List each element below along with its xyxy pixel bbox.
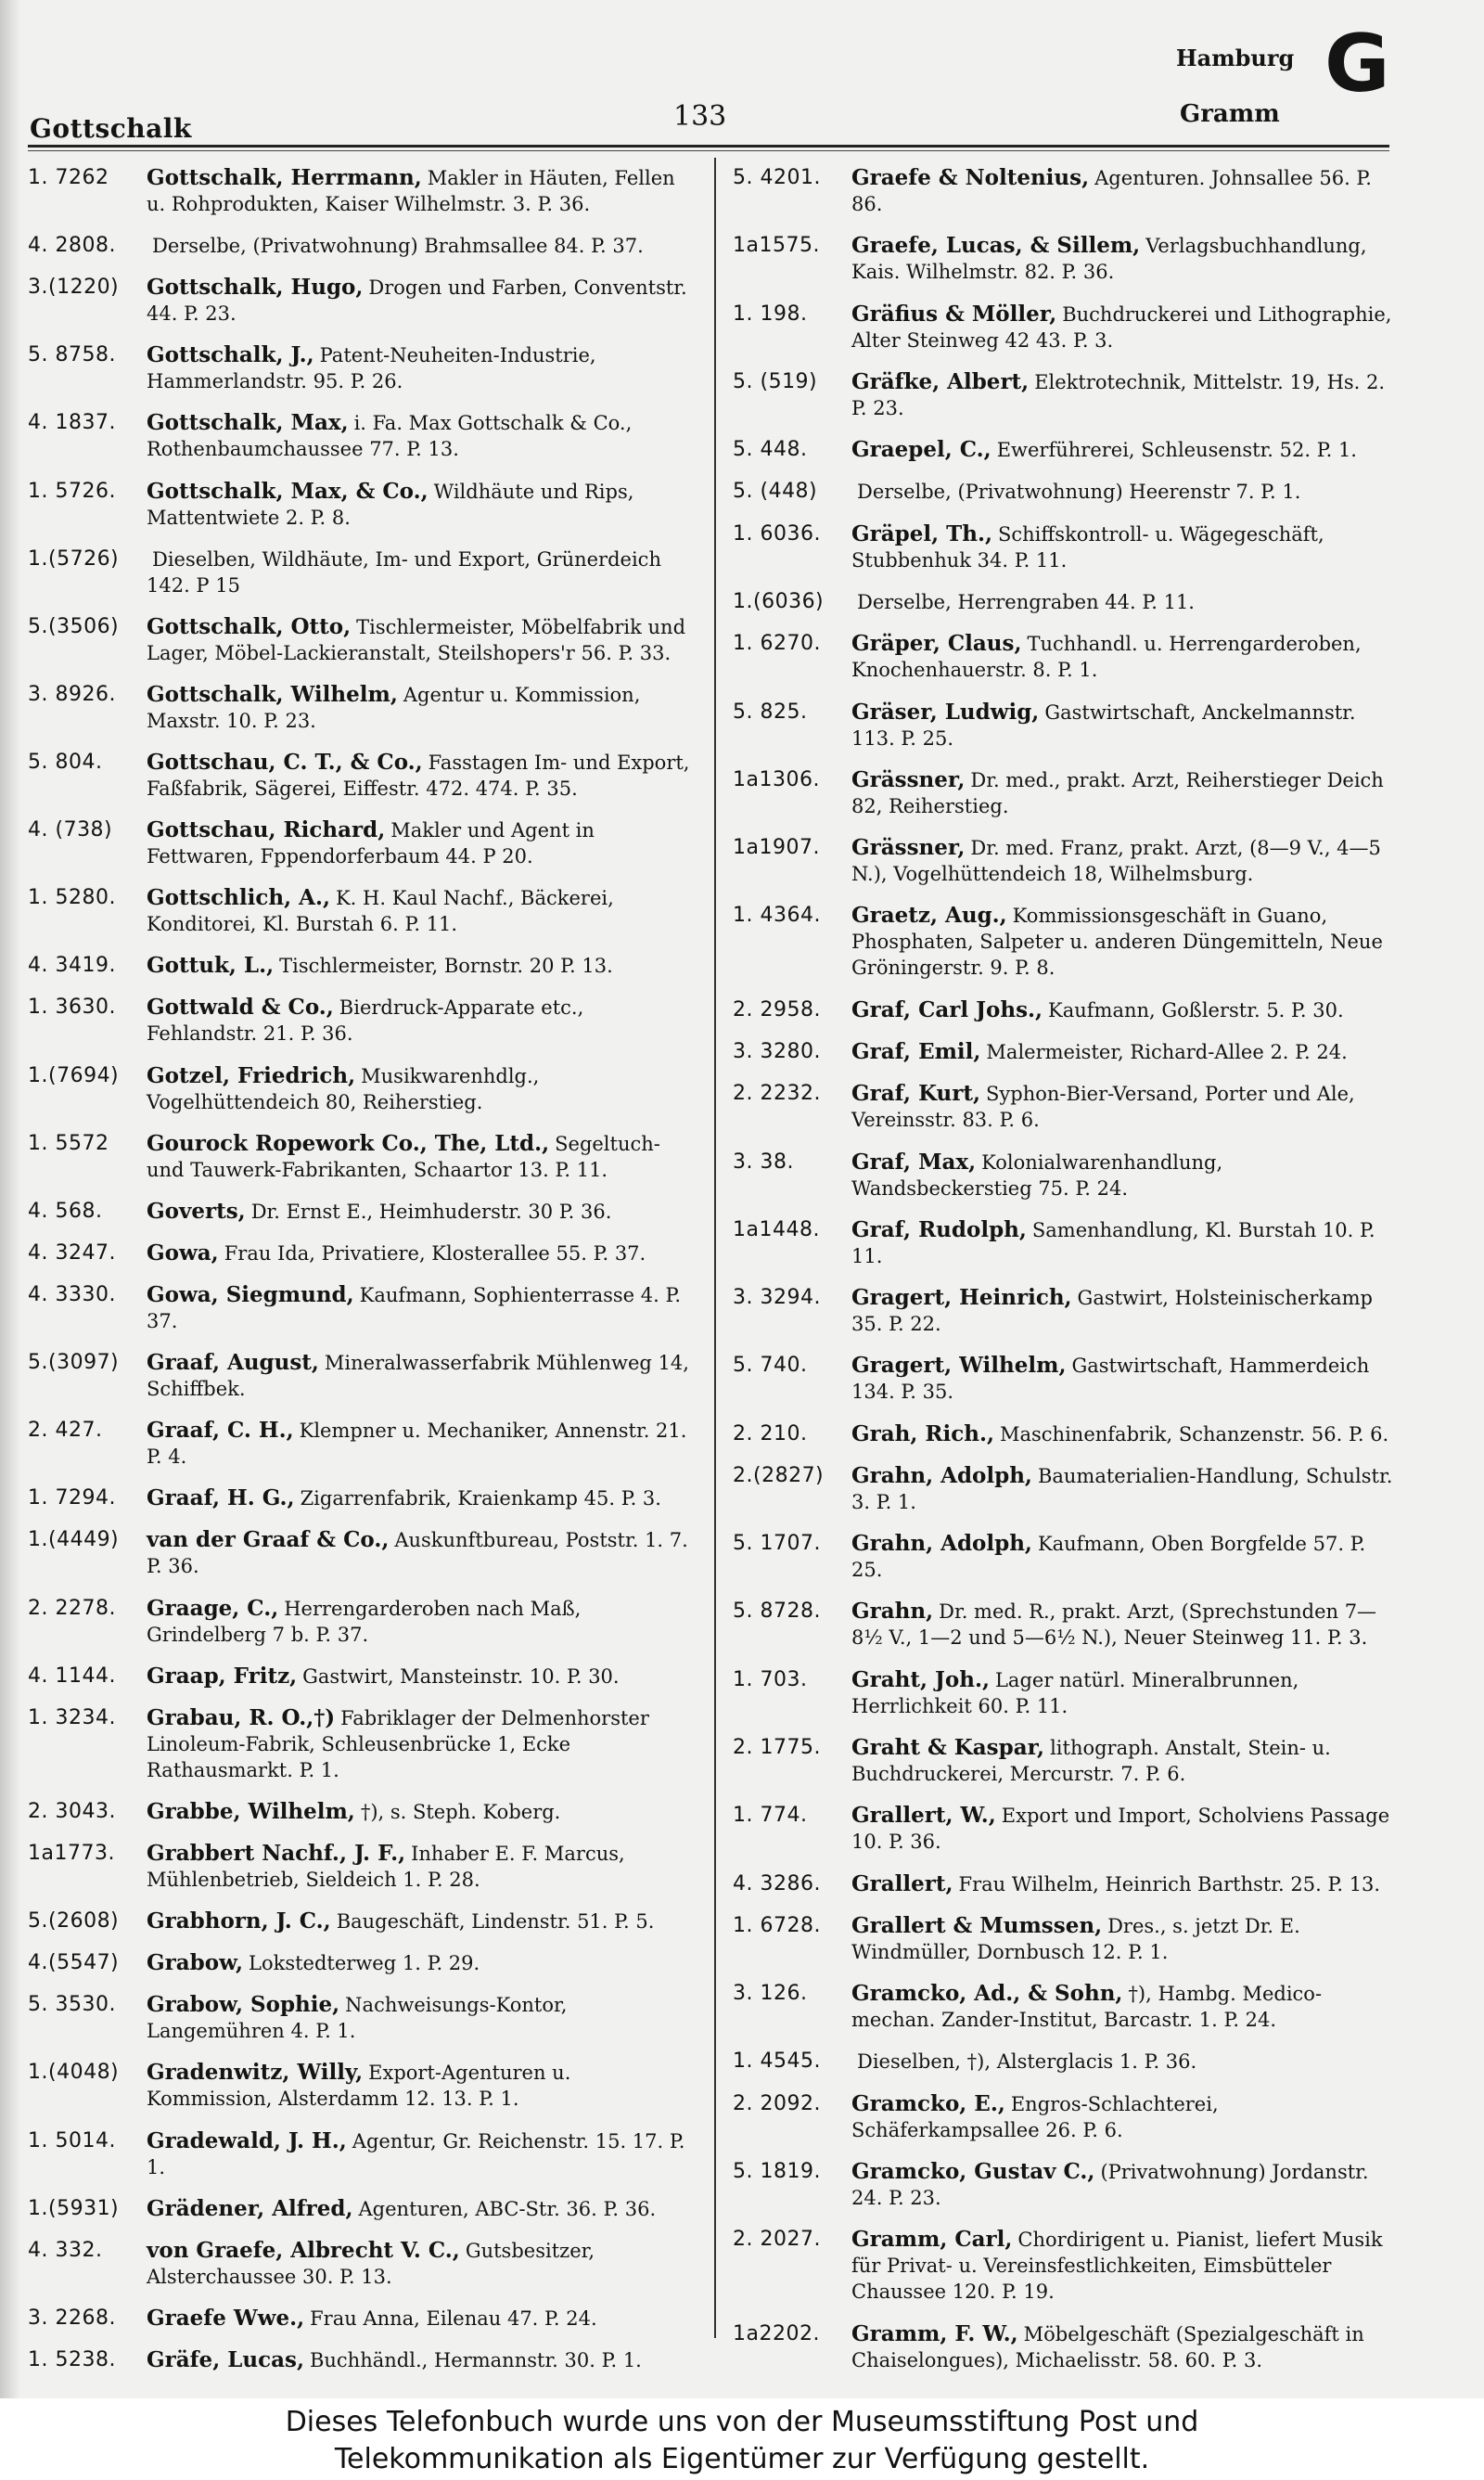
phone-number: 1a1773. xyxy=(28,1841,115,1865)
directory-entry xyxy=(733,2159,1393,2211)
directory-entry xyxy=(28,1992,694,2044)
directory-entry xyxy=(733,997,1393,1023)
phone-number: 1.(4449) xyxy=(28,1528,120,1552)
directory-entry xyxy=(733,2091,1393,2143)
entry-description: Elektrotechnik, Mittelstr. 19, Hs. 2. P. 23. xyxy=(851,370,1386,419)
directory-entry xyxy=(28,1350,694,1402)
entry-description: (Privatwohnung) Jordanstr. 24. P. 23. xyxy=(851,2161,1369,2209)
phone-number: 5.(3097) xyxy=(28,1351,120,1375)
directory-entry xyxy=(28,1841,694,1893)
directory-entry xyxy=(733,1803,1393,1855)
phone-number: 5. 804. xyxy=(28,750,103,774)
entry-description: Patent-Neuheiten-Industrie, Hammerlandstr. 95. P. 26. xyxy=(147,344,596,393)
entry-name: Grässner, xyxy=(851,766,966,792)
phone-number: 4. 3330. xyxy=(28,1282,116,1306)
phone-number: 4. (738) xyxy=(28,818,113,842)
directory-entry xyxy=(733,369,1393,421)
entry-description: Agentur u. Kommission, Maxstr. 10. P. 23. xyxy=(147,683,641,732)
entry-name: Gramm, F. W., xyxy=(851,2320,1018,2346)
entry-name: Graap, Fritz, xyxy=(147,1663,298,1689)
column-divider xyxy=(714,158,716,2338)
entry-description: Malermeister, Richard-Allee 2. P. 24. xyxy=(986,1040,1348,1063)
entry-name: Gottschau, C. T., & Co., xyxy=(147,749,423,775)
entry-name: Graf, Max, xyxy=(851,1149,977,1175)
phone-number: 1. 6728. xyxy=(733,1913,821,1937)
phone-number: 2. 3043. xyxy=(28,1799,116,1823)
entry-name: Grahn, xyxy=(851,1599,934,1625)
directory-entry xyxy=(733,2227,1393,2305)
entry-name: van der Graaf & Co., xyxy=(147,1527,390,1553)
directory-entry xyxy=(733,1217,1393,1269)
header-rule-thin xyxy=(28,150,1389,151)
entry-name: von Graefe, Albrecht V. C., xyxy=(147,2237,460,2263)
entry-name: Grabow, Sophie, xyxy=(147,1992,340,2018)
entry-description: Makler in Häuten, Fellen u. Rohprodukten, Kaiser Wilhelmstr. 3. P. 36. xyxy=(147,167,675,215)
phone-number: 1. 3234. xyxy=(28,1705,116,1729)
directory-entry xyxy=(28,410,694,462)
directory-entry xyxy=(28,2306,694,2332)
phone-number: 3. 38. xyxy=(733,1150,794,1174)
entry-description: i. Fa. Max Gottschalk & Co., Rothenbaumchaussee 77. P. 13. xyxy=(147,412,633,461)
entry-name: Gowa, Siegmund, xyxy=(147,1281,354,1307)
entry-name: Gottschalk, Max, & Co., xyxy=(147,478,429,504)
directory-entry xyxy=(28,2238,694,2290)
entry-name: Gottschlich, A., xyxy=(147,885,330,911)
page-edge-shadow xyxy=(0,0,20,2398)
directory-entry xyxy=(28,995,694,1047)
directory-entry xyxy=(28,953,694,979)
directory-entry xyxy=(28,1063,694,1115)
entry-name: Graf, Kurt, xyxy=(851,1081,981,1107)
directory-entry xyxy=(28,275,694,327)
entry-name: Gräper, Claus, xyxy=(851,631,1022,657)
phone-number: 1. 7294. xyxy=(28,1486,116,1510)
phone-number: 2. 2278. xyxy=(28,1596,116,1620)
entry-name: Goverts, xyxy=(147,1198,246,1224)
header-rule xyxy=(28,145,1389,148)
phone-number: 3. 8926. xyxy=(28,682,116,706)
entry-name: Graaf, H. G., xyxy=(147,1485,295,1511)
phone-number: 2. 2027. xyxy=(733,2228,821,2252)
entry-name: Grabow, xyxy=(147,1950,244,1976)
entry-description: Musikwarenhdlg., Vogelhüttendeich 80, Reiherstieg. xyxy=(147,1064,540,1113)
phone-number: 4. 3247. xyxy=(28,1240,116,1265)
phone-number: 1. 5572 xyxy=(28,1131,109,1155)
directory-entry xyxy=(733,1463,1393,1515)
entry-name: Grahn, Adolph, xyxy=(851,1531,1032,1557)
phone-number: 5. 825. xyxy=(733,700,808,724)
phone-number: 1. 4545. xyxy=(733,2050,821,2074)
entry-name: Grah, Rich., xyxy=(851,1420,994,1446)
entry-description: Gastwirt, Holsteinischerkamp 35. P. 22. xyxy=(851,1287,1373,1336)
directory-entry xyxy=(733,1871,1393,1897)
phone-number: 1a1907. xyxy=(733,836,820,860)
entry-description: Baumaterialien-Handlung, Schulstr. 3. P. 1. xyxy=(851,1464,1393,1513)
entry-name: Grabhorn, J. C., xyxy=(147,1908,331,1934)
entry-name: Gottuk, L., xyxy=(147,953,275,979)
entry-description: Derselbe, Herrengraben 44. P. 11. xyxy=(857,590,1195,613)
entry-name: Gourock Ropework Co., The, Ltd., xyxy=(147,1130,550,1156)
entry-description: Kolonialwarenhandlung, Wandsbeckerstieg 75. P. 24. xyxy=(851,1150,1223,1200)
entry-description: K. H. Kaul Nachf., Bäckerei, Konditorei, Kl. Burstah 6. P. 11. xyxy=(147,887,614,936)
directory-entry xyxy=(733,1599,1393,1651)
phone-number: 1. 3630. xyxy=(28,996,116,1020)
entry-name: Gräfius & Möller, xyxy=(851,301,1057,327)
directory-entry xyxy=(733,233,1393,285)
phone-number: 5. 8728. xyxy=(733,1600,821,1624)
entry-description: Tuchhandl. u. Herrengarderoben, Knochenhauerstr. 8. P. 1. xyxy=(851,633,1362,682)
entry-description: Kommissionsgeschäft in Guano, Phosphaten, Salpeter u. anderen Düngemitteln, Neue Gröningerstr. 9. P. 8. xyxy=(851,905,1383,980)
phone-number: 1.(5931) xyxy=(28,2196,120,2220)
entry-description: Kaufmann, Sophienterrasse 4. P. 37. xyxy=(147,1283,682,1332)
directory-entry xyxy=(28,1596,694,1648)
entry-description: Buchdruckerei und Lithographie, Alter Steinweg 42 43. P. 3. xyxy=(851,302,1392,352)
entry-name: Grallert, W., xyxy=(851,1803,996,1829)
phone-number: 2. 1775. xyxy=(733,1736,821,1760)
phone-number: 2. 2092. xyxy=(733,2091,821,2115)
entry-description: Mineralwasserfabrik Mühlenweg 14, Schiffbek. xyxy=(147,1352,689,1401)
phone-number: 4. 1837. xyxy=(28,411,116,435)
entry-description: Makler und Agent in Fettwaren, Fppendorferbaum 44. P 20. xyxy=(147,819,595,868)
directory-entry xyxy=(733,1913,1393,1965)
entry-name: Graaf, August, xyxy=(147,1350,319,1376)
entry-name: Gräfke, Albert, xyxy=(851,368,1030,394)
phone-number: 4.(5547) xyxy=(28,1951,120,1975)
phone-number: 1. 198. xyxy=(733,302,808,326)
phone-number: 2. 210. xyxy=(733,1421,808,1446)
page-number: 133 xyxy=(673,100,727,133)
right-column xyxy=(733,165,1393,2373)
phone-number: 1.(4048) xyxy=(28,2061,120,2085)
directory-entry xyxy=(733,302,1393,353)
entry-description: Verlagsbuchhandlung, Kais. Wilhelmstr. 82. P. 36. xyxy=(851,235,1367,284)
entry-description: Lokstedterweg 1. P. 29. xyxy=(249,1952,480,1975)
directory-entry xyxy=(28,2196,694,2222)
entry-description: Klempner u. Mechaniker, Annenstr. 21. P. 4. xyxy=(147,1420,687,1469)
entry-description: Chordirigent u. Pianist, liefert Musik für Privat- u. Vereinsfestlichkeiten, Eimsbütteler Chaussee 120. P. 19. xyxy=(851,2229,1383,2304)
section-letter: G xyxy=(1324,18,1390,110)
directory-entry xyxy=(28,233,694,259)
directory-entry xyxy=(28,682,694,734)
phone-number: 4. 3419. xyxy=(28,954,116,978)
entry-name: Gotzel, Friedrich, xyxy=(147,1062,356,1088)
directory-entry xyxy=(28,817,694,869)
phone-number: 1.(5726) xyxy=(28,546,120,571)
entry-name: Graf, Carl Johs., xyxy=(851,996,1043,1022)
directory-entry xyxy=(733,589,1393,615)
entry-description: Buchhändl., Hermannstr. 30. P. 1. xyxy=(309,2348,642,2371)
entry-description: Bierdruck-Apparate etc., Fehlandstr. 21. P. 36. xyxy=(147,996,584,1046)
directory-entry xyxy=(28,1282,694,1334)
entry-name: Gottschalk, Herrmann, xyxy=(147,165,422,190)
phone-number: 1.(7694) xyxy=(28,1063,120,1087)
footer-line-2: Telekommunikation als Eigentümer zur Verfügung gestellt. xyxy=(334,2443,1150,2475)
entry-description: Dr. Ernst E., Heimhuderstr. 30 P. 36. xyxy=(250,1200,612,1223)
directory-entry xyxy=(733,1735,1393,1787)
phone-number: 5. 1819. xyxy=(733,2160,821,2183)
phone-number: 4. 3286. xyxy=(733,1871,821,1895)
directory-entry xyxy=(28,2060,694,2112)
directory-entry xyxy=(733,437,1393,463)
entry-description: Agenturen, ABC-Str. 36. P. 36. xyxy=(358,2197,657,2220)
directory-entry xyxy=(733,1421,1393,1447)
directory-entry xyxy=(28,2347,694,2373)
entry-description: Wildhäute und Rips, Mattentwiete 2. P. 8. xyxy=(147,480,634,529)
entry-name: Grabbert Nachf., J. F., xyxy=(147,1840,406,1866)
entry-description: Derselbe, (Privatwohnung) Heerenstr 7. P. 1. xyxy=(857,481,1301,504)
entry-description: Ewerführerei, Schleusenstr. 52. P. 1. xyxy=(996,439,1357,462)
phone-number: 1. 4364. xyxy=(733,904,821,928)
entry-description: †), Hambg. Medico-mechan. Zander-Institut, Barcastr. 1. P. 24. xyxy=(851,1983,1323,2032)
phone-number: 3. 3294. xyxy=(733,1286,821,1310)
phone-number: 3.(1220) xyxy=(28,276,120,300)
phone-number: 5. 8758. xyxy=(28,343,116,367)
entry-name: Gragert, Wilhelm, xyxy=(851,1353,1067,1379)
phone-number: 5. 1707. xyxy=(733,1532,821,1556)
phone-number: 2. 427. xyxy=(28,1419,103,1443)
directory-entry xyxy=(733,1039,1393,1065)
entry-description: Schiffskontroll- u. Wägegeschäft, Stubbenhuk 34. P. 11. xyxy=(851,522,1324,572)
entry-name: Graefe & Noltenius, xyxy=(851,165,1090,190)
phone-number: 5. 448. xyxy=(733,438,808,462)
entry-description: Frau Wilhelm, Heinrich Barthstr. 25. P. 13. xyxy=(958,1872,1381,1895)
phone-number: 2. 2958. xyxy=(733,997,821,1022)
phone-number: 1a1448. xyxy=(733,1217,820,1241)
phone-number: 1. 6270. xyxy=(733,632,821,656)
directory-entry xyxy=(733,1667,1393,1719)
directory-entry xyxy=(733,903,1393,981)
entry-name: Gräfe, Lucas, xyxy=(147,2346,304,2372)
phone-number: 4. 2808. xyxy=(28,234,116,258)
directory-entry xyxy=(733,1150,1393,1201)
directory-entry xyxy=(28,1527,694,1579)
entry-name: Graf, Emil, xyxy=(851,1038,981,1064)
directory-entry xyxy=(28,1950,694,1976)
phone-number: 1. 5280. xyxy=(28,886,116,910)
entry-name: Grallert & Mumssen, xyxy=(851,1912,1103,1938)
directory-entry xyxy=(28,1240,694,1266)
phone-number: 3. 2268. xyxy=(28,2306,116,2330)
directory-entry xyxy=(733,835,1393,887)
entry-name: Gradewald, J. H., xyxy=(147,2127,347,2153)
entry-description: Herrengarderoben nach Maß, Grindelberg 7 b. P. 37. xyxy=(147,1597,582,1646)
entry-description: Dr. med. Franz, prakt. Arzt, (8—9 V., 4—5 N.), Vogelhüttendeich 18, Wilhelmsburg. xyxy=(851,837,1381,886)
entry-description: Agenturen. Johnsallee 56. P. 86. xyxy=(851,167,1372,215)
entry-name: Grahn, Adolph, xyxy=(851,1462,1032,1488)
entry-name: Gräser, Ludwig, xyxy=(851,699,1040,725)
directory-entry xyxy=(28,342,694,394)
phone-number: 5.(2608) xyxy=(28,1909,120,1934)
phone-number: 4. 1144. xyxy=(28,1664,116,1688)
entry-description: Inhaber E. F. Marcus, Mühlenbetrieb, Sieldeich 1. P. 28. xyxy=(147,1842,625,1891)
entry-description: Gastwirtschaft, Hammerdeich 134. P. 35. xyxy=(851,1355,1370,1404)
entry-name: Graht, Joh., xyxy=(851,1666,990,1692)
phone-number: 5. (519) xyxy=(733,369,818,393)
entry-description: Frau Anna, Eilenau 47. P. 24. xyxy=(310,2307,597,2330)
entry-description: Drogen und Farben, Conventstr. 44. P. 23. xyxy=(147,276,687,326)
entry-name: Gottschau, Richard, xyxy=(147,817,386,843)
phone-number: 1. 5726. xyxy=(28,479,116,503)
entry-name: Graefe, Lucas, & Sillem, xyxy=(851,233,1141,259)
directory-entry xyxy=(733,521,1393,573)
entry-description: Kaufmann, Oben Borgfelde 57. P. 25. xyxy=(851,1533,1366,1582)
entry-name: Gottwald & Co., xyxy=(147,995,334,1021)
entry-description: Derselbe, (Privatwohnung) Brahmsallee 84. P. 37. xyxy=(152,235,644,258)
entry-name: Grässner, xyxy=(851,835,966,861)
entry-name: Gottschalk, Otto, xyxy=(147,613,352,639)
entry-name: Grabbe, Wilhelm, xyxy=(147,1798,355,1824)
entry-name: Gräpel, Th., xyxy=(851,520,992,546)
entry-description: Segeltuch- und Tauwerk-Fabrikanten, Schaartor 13. P. 11. xyxy=(147,1132,660,1181)
entry-description: Export und Import, Scholviens Passage 10. P. 36. xyxy=(851,1805,1390,1854)
running-header-city: Hamburg xyxy=(1176,45,1295,71)
left-column xyxy=(28,165,694,2373)
phone-number: 3. 3280. xyxy=(733,1039,821,1063)
entry-description: Zigarrenfabrik, Kraienkamp 45. P. 3. xyxy=(300,1487,661,1510)
directory-entry xyxy=(733,700,1393,752)
entry-name: Graefe Wwe., xyxy=(147,2305,305,2331)
directory-entry xyxy=(28,1799,694,1825)
phone-number: 5.(3506) xyxy=(28,614,120,638)
entry-description: Gastwirtschaft, Anckelmannstr. 113. P. 25. xyxy=(851,700,1356,750)
entry-description: Auskunftbureau, Poststr. 1. 7. P. 36. xyxy=(147,1529,688,1578)
entry-name: Gradenwitz, Willy, xyxy=(147,2060,364,2086)
entry-name: Graage, C., xyxy=(147,1595,279,1621)
entry-name: Gragert, Heinrich, xyxy=(851,1285,1072,1311)
directory-entry xyxy=(733,2321,1393,2373)
phone-number: 1.(6036) xyxy=(733,589,825,613)
entry-name: Graetz, Aug., xyxy=(851,903,1007,929)
directory-entry xyxy=(28,479,694,531)
running-header-right: Gramm xyxy=(1180,100,1280,128)
entry-description: Baugeschäft, Lindenstr. 51. P. 5. xyxy=(336,1910,655,1934)
entry-name: Graaf, C. H., xyxy=(147,1418,294,1444)
directory-entry xyxy=(28,1199,694,1225)
directory-entry xyxy=(733,2049,1393,2075)
directory-entry xyxy=(733,767,1393,819)
directory-entry xyxy=(28,750,694,802)
directory-entry xyxy=(28,1664,694,1690)
entry-name: Graf, Rudolph, xyxy=(851,1216,1027,1242)
phone-number: 2.(2827) xyxy=(733,1463,825,1487)
entry-name: Graht & Kaspar, xyxy=(851,1735,1045,1761)
entry-name: Gowa, xyxy=(147,1240,219,1266)
directory-entry xyxy=(733,165,1393,217)
phone-number: 1. 774. xyxy=(733,1804,808,1828)
entry-description: Export-Agenturen u. Kommission, Alsterdamm 12. 13. P. 1. xyxy=(147,2062,571,2111)
entry-description: lithograph. Anstalt, Stein- u. Buchdruckerei, Mercurstr. 7. P. 6. xyxy=(851,1737,1331,1786)
phone-number: 2. 2232. xyxy=(733,1082,821,1106)
entry-description: Dieselben, †), Alsterglacis 1. P. 36. xyxy=(857,2050,1197,2074)
directory-entry xyxy=(733,631,1393,683)
entry-description: Engros-Schlachterei, Schäferkampsallee 26. P. 6. xyxy=(851,2092,1219,2141)
directory-entry xyxy=(28,2128,694,2180)
directory-entry xyxy=(733,1981,1393,2033)
directory-entry xyxy=(733,1353,1393,1405)
directory-entry xyxy=(28,1908,694,1934)
phone-number: 1. 703. xyxy=(733,1667,808,1691)
entry-name: Grabau, R. O.,†) xyxy=(147,1704,336,1730)
entry-description: †), s. Steph. Koberg. xyxy=(360,1800,561,1823)
phone-number: 4. 568. xyxy=(28,1199,103,1223)
entry-name: Gottschalk, Max, xyxy=(147,410,349,436)
entry-description: Kaufmann, Goßlerstr. 5. P. 30. xyxy=(1048,998,1344,1022)
entry-description: Frau Ida, Privatiere, Klosterallee 55. P. 37. xyxy=(224,1241,646,1265)
directory-entry xyxy=(733,479,1393,505)
directory-entry xyxy=(28,885,694,937)
phone-number: 1. 6036. xyxy=(733,521,821,546)
entry-description: Syphon-Bier-Versand, Porter und Ale, Vereinsstr. 83. P. 6. xyxy=(851,1083,1355,1132)
entry-name: Gottschalk, J., xyxy=(147,342,314,368)
phone-number: 1. 5238. xyxy=(28,2347,116,2371)
phone-number: 1. 5014. xyxy=(28,2128,116,2152)
directory-entry xyxy=(28,1705,694,1783)
entry-description: Samenhandlung, Kl. Burstah 10. P. 11. xyxy=(851,1218,1375,1267)
directory-entry xyxy=(733,1081,1393,1133)
entry-description: Fasstagen Im- und Export, Faßfabrik, Sägerei, Eiffestr. 472. 474. P. 35. xyxy=(147,751,690,800)
phone-number: 1a1306. xyxy=(733,767,820,791)
phone-number: 3. 126. xyxy=(733,1982,808,2006)
directory-entry xyxy=(28,1131,694,1183)
directory-entry xyxy=(28,546,694,598)
entry-name: Graepel, C., xyxy=(851,437,991,463)
entry-description: Fabriklager der Delmenhorster Linoleum-Fabrik, Schleusenbrücke 1, Ecke Rathausmarkt. P. 1. xyxy=(147,1706,649,1781)
phone-number: 1a2202. xyxy=(733,2321,820,2345)
directory-entry xyxy=(28,1485,694,1511)
directory-entry xyxy=(28,165,694,217)
running-header-left: Gottschalk xyxy=(30,113,192,144)
entry-name: Grädener, Alfred, xyxy=(147,2195,353,2221)
entry-description: Dieselben, Wildhäute, Im- und Export, Grünerdeich 142. P 15 xyxy=(147,547,661,597)
phone-number: 4. 332. xyxy=(28,2238,103,2262)
directory-entry xyxy=(28,1418,694,1470)
entry-name: Gottschalk, Wilhelm, xyxy=(147,681,398,707)
phone-number: 1. 7262 xyxy=(28,166,109,189)
entry-description: Nachweisungs-Kontor, Langemühren 4. P. 1. xyxy=(147,1994,568,2043)
footer-line-1: Dieses Telefonbuch wurde uns von der Museumsstiftung Post und xyxy=(285,2406,1199,2438)
phone-number: 5. (448) xyxy=(733,480,818,504)
entry-name: Gottschalk, Hugo, xyxy=(147,275,364,301)
entry-description: Gastwirt, Mansteinstr. 10. P. 30. xyxy=(302,1664,620,1688)
entry-name: Grallert, xyxy=(851,1870,953,1896)
directory-entry xyxy=(28,614,694,666)
entry-description: Tischlermeister, Bornstr. 20 P. 13. xyxy=(279,955,613,978)
entry-description: Dr. med. R., prakt. Arzt, (Sprechstunden 7—8½ V., 1—2 und 5—6½ N.), Neuer Steinweg 11. P. 3. xyxy=(851,1600,1377,1650)
entry-name: Gramm, Carl, xyxy=(851,2227,1013,2253)
directory-entry xyxy=(733,1531,1393,1583)
entry-name: Gramcko, E., xyxy=(851,2090,1005,2116)
entry-name: Gramcko, Gustav C., xyxy=(851,2159,1095,2184)
entry-description: Gutsbesitzer, Alsterchaussee 30. P. 13. xyxy=(147,2239,595,2288)
entry-description: Tischlermeister, Möbelfabrik und Lager, Möbel-Lackieranstalt, Steilshopers'r 56. P. 33. xyxy=(147,615,686,664)
footer-notice xyxy=(0,2398,1484,2480)
entry-description: Lager natürl. Mineralbrunnen, Herrlichkeit 60. P. 11. xyxy=(851,1668,1299,1717)
phone-number: 5. 740. xyxy=(733,1354,808,1378)
entry-description: Maschinenfabrik, Schanzenstr. 56. P. 6. xyxy=(1000,1422,1389,1446)
phone-number: 5. 4201. xyxy=(733,166,821,189)
entry-description: Dr. med., prakt. Arzt, Reiherstieger Deich 82, Reiherstieg. xyxy=(851,768,1384,817)
entry-description: Möbelgeschäft (Spezialgeschäft in Chaiselongues), Michaelisstr. 58. 60. P. 3. xyxy=(851,2322,1364,2371)
entry-description: Dres., s. jetzt Dr. E. Windmüller, Dornbusch 12. P. 1. xyxy=(851,1914,1300,1963)
entry-name: Gramcko, Ad., & Sohn, xyxy=(851,1981,1123,2007)
phone-number: 5. 3530. xyxy=(28,1993,116,2017)
phone-number: 1a1575. xyxy=(733,234,820,258)
directory-entry xyxy=(733,1285,1393,1337)
entry-description: Agentur, Gr. Reichenstr. 15. 17. P. 1. xyxy=(147,2129,685,2178)
